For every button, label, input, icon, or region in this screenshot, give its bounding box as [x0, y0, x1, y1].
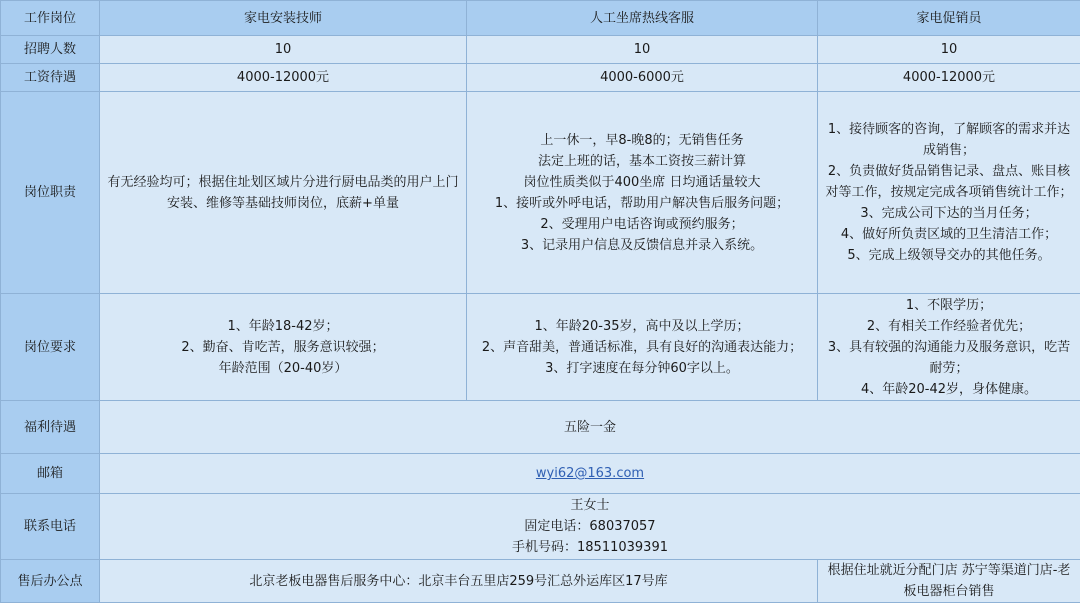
salary-hotline: 4000-6000元	[467, 64, 818, 92]
duties-promoter	[818, 92, 1080, 294]
duties-hotline-line: 3、记录用户信息及反馈信息并录入系统。	[471, 235, 813, 256]
requirements-promoter	[818, 294, 1080, 401]
duties-promoter-line: 4、做好所负责区域的卫生清洁工作；	[822, 224, 1076, 245]
position-promoter: 家电促销员	[818, 1, 1080, 36]
requirements-promoter-line: 2、有相关工作经验者优先；	[822, 316, 1076, 337]
label-headcount: 招聘人数	[1, 36, 100, 64]
benefits-value: 五险一金	[100, 401, 1080, 454]
label-benefits: 福利待遇	[1, 401, 100, 454]
salary-promoter: 4000-12000元	[818, 64, 1080, 92]
requirements-hotline-line: 1、年龄20-35岁，高中及以上学历；	[471, 316, 813, 337]
salary-installer: 4000-12000元	[100, 64, 467, 92]
label-salary: 工资待遇	[1, 64, 100, 92]
requirements-hotline	[467, 294, 818, 401]
headcount-installer: 10	[100, 36, 467, 64]
row-contact	[1, 494, 1080, 560]
requirements-hotline-line: 3、打字速度在每分钟60字以上。	[471, 358, 813, 379]
duties-promoter-line: 1、接待顾客的咨询，了解顾客的需求并达成销售；	[822, 119, 1076, 161]
headcount-promoter: 10	[818, 36, 1080, 64]
requirements-installer-line: 2、勤奋、肯吃苦，服务意识较强；	[104, 337, 462, 358]
requirements-hotline-line: 2、声音甜美，普通话标准，具有良好的沟通表达能力；	[471, 337, 813, 358]
duties-hotline-line: 法定上班的话，基本工资按三薪计算	[471, 151, 813, 172]
office-promoter	[818, 560, 1080, 603]
email-cell	[100, 454, 1080, 494]
duties-promoter-line: 2、负责做好货品销售记录、盘点、账目核对等工作，按规定完成各项销售统计工作；	[822, 161, 1076, 203]
duties-hotline	[467, 92, 818, 294]
row-requirements	[1, 294, 1080, 401]
requirements-installer	[100, 294, 467, 401]
position-installer: 家电安装技师	[100, 1, 467, 36]
headcount-hotline: 10	[467, 36, 818, 64]
row-salary	[1, 64, 1080, 92]
row-headcount	[1, 36, 1080, 64]
row-duties	[1, 92, 1080, 294]
label-office: 售后办公点	[1, 560, 100, 603]
row-office	[1, 560, 1080, 603]
duties-hotline-line: 1、接听或外呼电话，帮助用户解决售后服务问题；	[471, 193, 813, 214]
office-promoter-text: 根据住址就近分配门店 苏宁等渠道门店-老板电器柜台销售	[828, 563, 1071, 599]
row-positions	[1, 1, 1080, 36]
position-hotline-service: 人工坐席热线客服	[467, 1, 818, 36]
contact-cell	[100, 494, 1080, 560]
label-contact: 联系电话	[1, 494, 100, 560]
requirements-installer-line: 年龄范围（20-40岁）	[104, 358, 462, 379]
contact-name: 王女士	[104, 495, 1076, 516]
duties-hotline-line: 上一休一，早8-晚8的；无销售任务	[471, 130, 813, 151]
duties-hotline-line: 2、受理用户电话咨询或预约服务；	[471, 214, 813, 235]
label-duties: 岗位职责	[1, 92, 100, 294]
row-benefits	[1, 401, 1080, 454]
email-link[interactable]: wyi62@163.com	[536, 466, 644, 481]
duties-hotline-line: 岗位性质类似于400坐席 日均通话量较大	[471, 172, 813, 193]
requirements-promoter-line: 1、不限学历；	[822, 295, 1076, 316]
label-email: 邮箱	[1, 454, 100, 494]
requirements-promoter-line: 3、具有较强的沟通能力及服务意识，吃苦耐劳；	[822, 337, 1076, 379]
duties-installer	[100, 92, 467, 294]
office-main: 北京老板电器售后服务中心：北京丰台五里店259号汇总外运库区17号库	[100, 560, 818, 603]
label-requirements: 岗位要求	[1, 294, 100, 401]
row-email	[1, 454, 1080, 494]
contact-landline: 固定电话：68037057	[104, 516, 1076, 537]
requirements-promoter-line: 4、年龄20-42岁，身体健康。	[822, 379, 1076, 400]
duties-installer-text: 有无经验均可；根据住址划区域片分进行厨电品类的用户上门安装、维修等基础技师岗位，底薪+单量	[107, 175, 458, 211]
requirements-installer-line: 1、年龄18-42岁；	[104, 316, 462, 337]
contact-mobile: 手机号码：18511039391	[104, 537, 1076, 558]
label-positions: 工作岗位	[1, 1, 100, 36]
duties-promoter-line: 5、完成上级领导交办的其他任务。	[822, 245, 1076, 266]
duties-promoter-line: 3、完成公司下达的当月任务；	[822, 203, 1076, 224]
